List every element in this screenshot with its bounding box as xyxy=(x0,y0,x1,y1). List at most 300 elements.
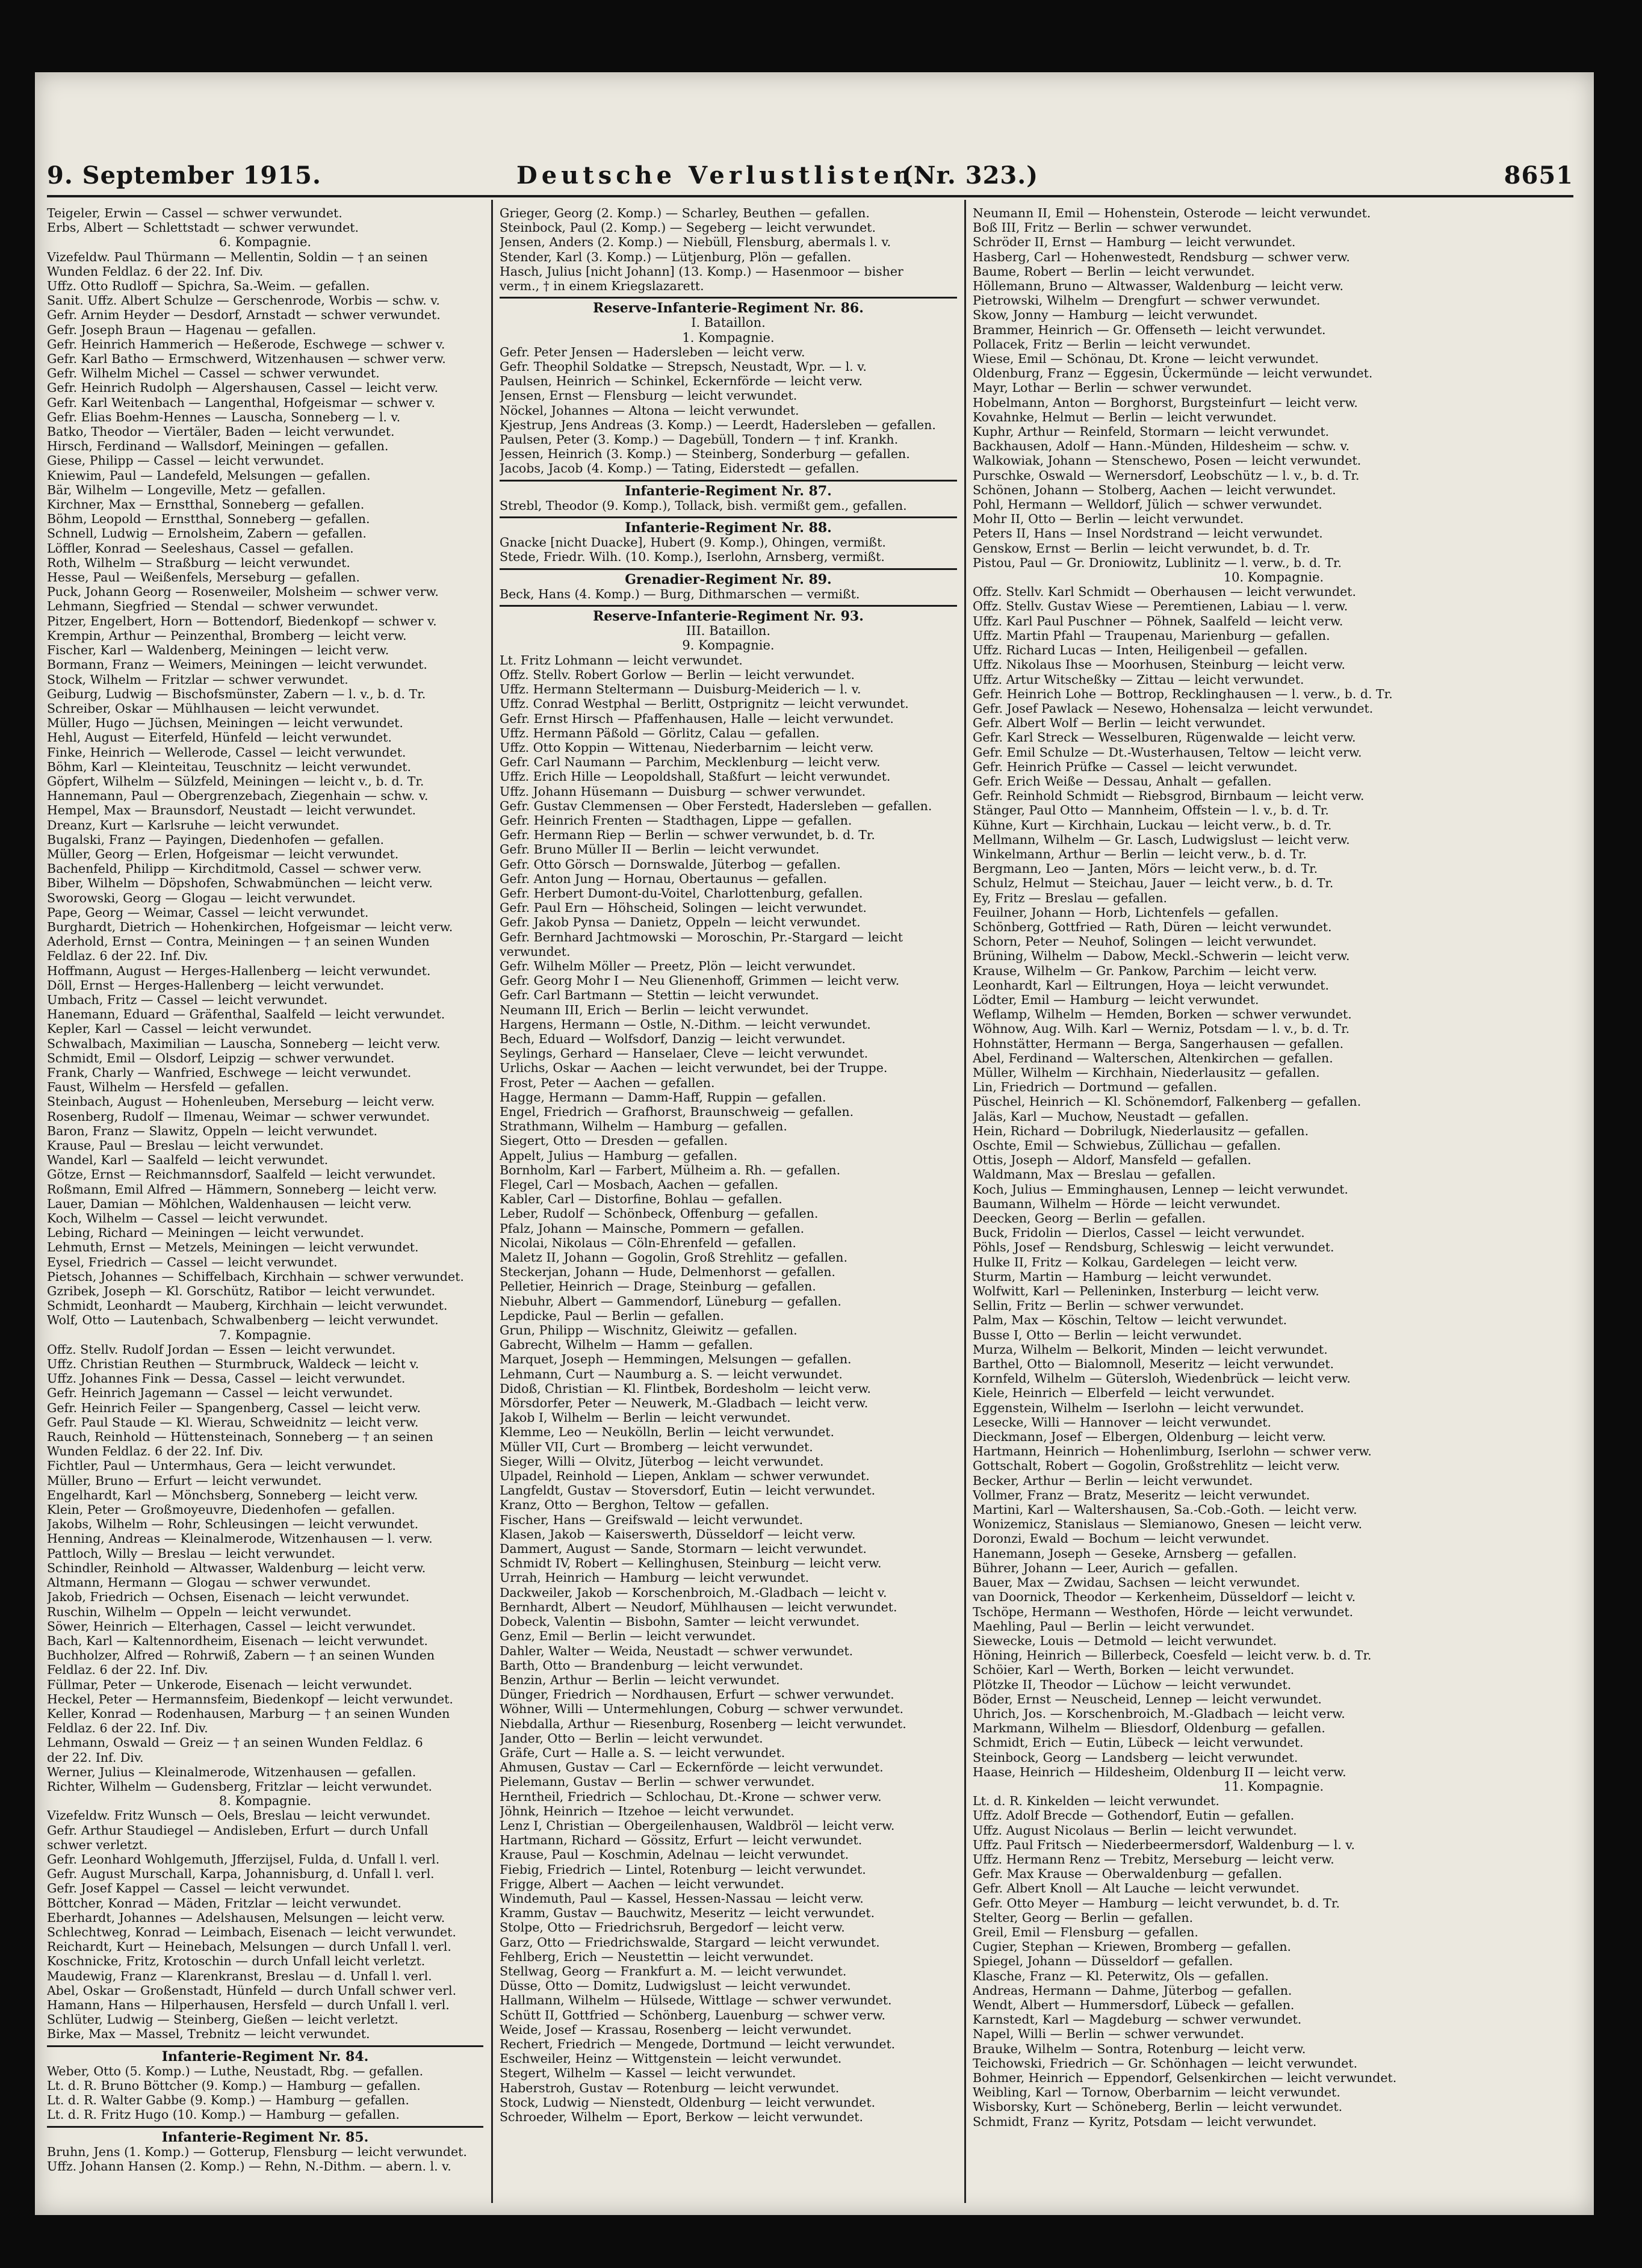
casualty-entry: Vizefeldw. Fritz Wunsch — Oels, Breslau — leicht verwundet. xyxy=(47,1808,431,1823)
casualty-entry: Böttcher, Konrad — Mäden, Fritzlar — leicht verwundet. xyxy=(47,1895,401,1910)
casualty-entry: Wöhner, Willi — Untermehlungen, Coburg — schwer verwundet. xyxy=(500,1702,903,1717)
casualty-entry: Ulpadel, Reinhold — Liepen, Anklam — schwer verwundet. xyxy=(500,1469,870,1484)
casualty-entry: Feldlaz. 6 der 22. Inf. Div. xyxy=(47,949,208,964)
casualty-entry: Leber, Rudolf — Schönbeck, Offenburg — gefallen. xyxy=(500,1206,819,1221)
casualty-entry: Dahler, Walter — Weida, Neustadt — schwer verwundet. xyxy=(500,1643,854,1658)
casualty-entry: Hargens, Hermann — Ostle, N.-Dithm. — leicht verwundet. xyxy=(500,1017,871,1032)
casualty-entry: Hasberg, Carl — Hohenwestedt, Rendsburg — schwer verw. xyxy=(973,249,1350,264)
casualty-entry: Gefr. Bernhard Jachtmowski — Moroschin, Pr.-Stargard — leicht xyxy=(500,929,903,944)
casualty-entry: Langfeldt, Gustav — Stoversdorf, Eutin — leicht verwundet. xyxy=(500,1483,876,1498)
casualty-entry: Lödter, Emil — Hamburg — leicht verwundet. xyxy=(973,992,1259,1007)
casualty-entry: Stock, Wilhelm — Fritzlar — schwer verwundet. xyxy=(47,672,349,687)
casualty-entry: Wonizemicz, Stanislaus — Slemianowo, Gnesen — leicht verw. xyxy=(973,1517,1363,1532)
casualty-entry: Gnacke [nicht Duacke], Hubert (9. Komp.), Ohingen, vermißt. xyxy=(500,535,886,550)
casualty-entry: Uffz. Richard Lucas — Inten, Heiligenbeil — gefallen. xyxy=(973,643,1308,658)
casualty-entry: Uffz. Erich Hille — Leopoldshall, Staßfurt — leicht verwundet. xyxy=(500,769,891,784)
casualty-entry: Keller, Konrad — Rodenhausen, Marburg — † an seinen Wunden xyxy=(47,1706,450,1721)
casualty-entry: Biber, Wilhelm — Döpshofen, Schwabmünchen — leicht verw. xyxy=(47,876,433,891)
casualty-entry: Werner, Julius — Kleinalmerode, Witzenhausen — gefallen. xyxy=(47,1764,417,1779)
casualty-entry: Bührer, Johann — Leer, Aurich — gefallen. xyxy=(973,1560,1238,1575)
casualty-entry: Jaläs, Karl — Muchow, Neustadt — gefallen. xyxy=(973,1109,1249,1124)
casualty-entry: Dobeck, Valentin — Bisbohn, Samter — leicht verwundet. xyxy=(500,1614,860,1629)
casualty-entry: Haase, Heinrich — Hildesheim, Oldenburg II — leicht verw. xyxy=(973,1764,1346,1779)
casualty-entry: Sturm, Martin — Hamburg — leicht verwundet. xyxy=(973,1269,1272,1284)
casualty-entry: Eggenstein, Wilhelm — Iserlohn — leicht verwundet. xyxy=(973,1400,1304,1415)
casualty-entry: Götze, Ernst — Reichmannsdorf, Saalfeld — leicht verwundet. xyxy=(47,1167,436,1182)
casualty-entry: Baron, Franz — Slawitz, Oppeln — leicht verwundet. xyxy=(47,1123,378,1138)
casualty-entry: Bergmann, Leo — Janten, Mörs — leicht verw., b. d. Tr. xyxy=(973,861,1318,876)
casualty-entry: Gefr. Josef Pawlack — Nesewo, Hohensalza — leicht verwundet. xyxy=(973,701,1374,716)
casualty-entry: Didoß, Christian — Kl. Flintbek, Bordesholm — leicht verw. xyxy=(500,1381,871,1396)
casualty-entry: Fischer, Karl — Waldenberg, Meiningen — leicht verw. xyxy=(47,643,389,658)
section-heading: Infanterie-Regiment Nr. 87. xyxy=(500,480,957,498)
casualty-entry: Steinbock, Georg — Landsberg — leicht verwundet. xyxy=(973,1750,1298,1765)
casualty-entry: Grieger, Georg (2. Komp.) — Scharley, Beuthen — gefallen. xyxy=(500,206,870,220)
casualty-entry: Bornholm, Karl — Farbert, Mülheim a. Rh. — gefallen. xyxy=(500,1162,841,1177)
casualty-entry: Lehmann, Curt — Naumburg a. S. — leicht verwundet. xyxy=(500,1366,843,1381)
casualty-entry: Eschweiler, Heinz — Wittgenstein — leicht verwundet. xyxy=(500,2051,842,2066)
casualty-entry: Maehling, Paul — Berlin — leicht verwundet. xyxy=(973,1619,1255,1634)
casualty-entry: Müller VII, Curt — Bromberg — leicht verwundet. xyxy=(500,1439,813,1454)
casualty-entry: Urlichs, Oskar — Aachen — leicht verwundet, bei der Truppe. xyxy=(500,1061,888,1076)
casualty-entry: Weide, Josef — Krassau, Rosenberg — leicht verwundet. xyxy=(500,2022,852,2037)
casualty-entry: Pohl, Hermann — Welldorf, Jülich — schwer verwundet. xyxy=(973,497,1322,512)
casualty-entry: Koch, Wilhelm — Cassel — leicht verwundet. xyxy=(47,1211,328,1226)
casualty-entry: Kjestrup, Jens Andreas (3. Komp.) — Leerdt, Hadersleben — gefallen. xyxy=(500,417,936,432)
casualty-entry: Stede, Friedr. Wilh. (10. Komp.), Iserlohn, Arnsberg, vermißt. xyxy=(500,550,885,565)
casualty-entry: Pöhls, Josef — Rendsburg, Schleswig — leicht verwundet. xyxy=(973,1240,1334,1255)
casualty-entry: Kiele, Heinrich — Elberfeld — leicht verwundet. xyxy=(973,1386,1275,1401)
casualty-entry: Müller, Georg — Erlen, Hofgeismar — leicht verwundet. xyxy=(47,846,399,861)
casualty-entry: Burghardt, Dietrich — Hohenkirchen, Hofgeismar — leicht verw. xyxy=(47,919,453,934)
casualty-entry: Jensen, Anders (2. Komp.) — Niebüll, Flensburg, abermals l. v. xyxy=(500,235,891,250)
casualty-entry: Stänger, Paul Otto — Mannheim, Offstein — l. v., b. d. Tr. xyxy=(973,803,1329,818)
casualty-entry: Höning, Heinrich — Billerbeck, Coesfeld — leicht verw. b. d. Tr. xyxy=(973,1648,1372,1663)
casualty-entry: verm., † in einem Kriegslazarett. xyxy=(500,279,704,294)
casualty-entry: Gefr. Heinrich Jagemann — Cassel — leicht verwundet. xyxy=(47,1386,393,1401)
casualty-entry: Greil, Emil — Flensburg — gefallen. xyxy=(973,1924,1198,1939)
casualty-entry: Neumann II, Emil — Hohenstein, Osterode — leicht verwundet. xyxy=(973,206,1371,220)
casualty-entry: Windemuth, Paul — Kassel, Hessen-Nassau — leicht verw. xyxy=(500,1891,864,1906)
casualty-entry: Gefr. Leonhard Wohlgemuth, Jfferzijsel, Fulda, d. Unfall l. verl. xyxy=(47,1851,440,1867)
casualty-entry: Bech, Eduard — Wolfsdorf, Danzig — leicht verwundet. xyxy=(500,1031,846,1046)
casualty-entry: Hobelmann, Anton — Borghorst, Burgsteinfurt — leicht verw. xyxy=(973,395,1358,410)
casualty-entry: Niebuhr, Albert — Gammendorf, Lüneburg — gefallen. xyxy=(500,1294,841,1309)
casualty-entry: Napel, Willi — Berlin — schwer verwundet. xyxy=(973,2027,1244,2042)
casualty-entry: Gefr. Karl Streck — Wesselburen, Rügenwalde — leicht verw. xyxy=(973,730,1356,745)
casualty-entry: Mohr II, Otto — Berlin — leicht verwundet. xyxy=(973,512,1244,527)
casualty-entry: Lauer, Damian — Möhlchen, Waldenhausen — leicht verw. xyxy=(47,1196,412,1211)
casualty-entry: Baumann, Wilhelm — Hörde — leicht verwundet. xyxy=(973,1196,1281,1211)
casualty-entry: Lt. d. R. Bruno Böttcher (9. Komp.) — Hamburg — gefallen. xyxy=(47,2078,421,2093)
casualty-entry: Dieckmann, Josef — Elbergen, Oldenburg — leicht verw. xyxy=(973,1430,1326,1445)
casualty-entry: Schöier, Karl — Werth, Borken — leicht verwundet. xyxy=(973,1662,1295,1678)
casualty-entry: Gefr. Heinrich Rudolph — Algershausen, Cassel — leicht verw. xyxy=(47,380,438,395)
subsection-heading: 9. Kompagnie. xyxy=(682,638,775,653)
casualty-entry: Müller, Hugo — Jüchsen, Meiningen — leicht verwundet. xyxy=(47,716,403,731)
casualty-entry: Purschke, Oswald — Wernersdorf, Leobschütz — l. v., b. d. Tr. xyxy=(973,468,1360,483)
casualty-entry: Krause, Paul — Koschmin, Adelnau — leicht verwundet. xyxy=(500,1847,849,1862)
casualty-entry: Stender, Karl (3. Komp.) — Lütjenburg, Plön — gefallen. xyxy=(500,249,852,264)
casualty-entry: Gefr. Ernst Hirsch — Pfaffenhausen, Halle — leicht verwundet. xyxy=(500,711,894,726)
casualty-entry: Abel, Ferdinand — Walterschen, Altenkirchen — gefallen. xyxy=(973,1050,1333,1065)
casualty-entry: Cugier, Stephan — Kriewen, Bromberg — gefallen. xyxy=(973,1939,1292,1954)
casualty-entry: Schmidt, Emil — Olsdorf, Leipzig — schwer verwundet. xyxy=(47,1050,395,1065)
casualty-entry: Buck, Fridolin — Dierlos, Cassel — leicht verwundet. xyxy=(973,1225,1305,1241)
column-divider xyxy=(964,200,966,2203)
casualty-entry: Hirsch, Ferdinand — Wallsdorf, Meiningen — gefallen. xyxy=(47,439,389,454)
casualty-entry: Böhm, Leopold — Ernstthal, Sonneberg — gefallen. xyxy=(47,512,370,527)
casualty-entry: Oschte, Emil — Schwiebus, Züllichau — gefallen. xyxy=(973,1138,1281,1153)
casualty-entry: Stellwag, Georg — Frankfurt a. M. — leicht verwundet. xyxy=(500,1963,847,1978)
casualty-entry: Markmann, Wilhelm — Bliesdorf, Oldenburg — gefallen. xyxy=(973,1721,1325,1736)
casualty-entry: Appelt, Julius — Hamburg — gefallen. xyxy=(500,1148,738,1163)
section-heading: Reserve-Infanterie-Regiment Nr. 86. xyxy=(500,297,957,315)
casualty-entry: Pape, Georg — Weimar, Cassel — leicht verwundet. xyxy=(47,905,369,920)
casualty-entry: Pietsch, Johannes — Schiffelbach, Kirchhain — schwer verwundet. xyxy=(47,1269,464,1284)
casualty-entry: Hanemann, Joseph — Geseke, Arnsberg — gefallen. xyxy=(973,1546,1297,1561)
casualty-entry: Gefr. Reinhold Schmidt — Riebsgrod, Birnbaum — leicht verw. xyxy=(973,789,1365,804)
casualty-entry: Krause, Paul — Breslau — leicht verwundet. xyxy=(47,1138,324,1153)
casualty-entry: Ahmusen, Gustav — Carl — Eckernförde — leicht verwundet. xyxy=(500,1760,884,1775)
casualty-entry: Faust, Wilhelm — Hersfeld — gefallen. xyxy=(47,1080,290,1095)
casualty-entry: Fehlberg, Erich — Neustettin — leicht verwundet. xyxy=(500,1949,814,1964)
header-date: 9. September 1915. xyxy=(47,161,321,190)
casualty-entry: Bauer, Max — Zwidau, Sachsen — leicht verwundet. xyxy=(973,1575,1300,1590)
casualty-entry: Birke, Max — Massel, Trebnitz — leicht verwundet. xyxy=(47,2027,370,2042)
casualty-entry: Söwer, Heinrich — Elterhagen, Cassel — leicht verwundet. xyxy=(47,1619,416,1634)
casualty-entry: Klein, Peter — Großmoyeuvre, Diedenhofen — gefallen. xyxy=(47,1502,395,1517)
casualty-entry: Altmann, Hermann — Glogau — schwer verwundet. xyxy=(47,1575,371,1590)
casualty-entry: Döll, Ernst — Herges-Hallenberg — leicht verwundet. xyxy=(47,978,385,993)
casualty-entry: Peters II, Hans — Insel Nordstrand — leicht verwundet. xyxy=(973,526,1323,541)
casualty-entry: Uffz. Karl Paul Puschner — Pöhnek, Saalfeld — leicht verw. xyxy=(973,613,1343,628)
casualty-entry: Uffz. Hermann Päßold — Görlitz, Calau — gefallen. xyxy=(500,725,820,740)
casualty-entry: Schönberg, Gottfried — Rath, Düren — leicht verwundet. xyxy=(973,919,1332,934)
casualty-entry: Schmidt, Leonhardt — Mauberg, Kirchhain — leicht verwundet. xyxy=(47,1298,448,1313)
casualty-entry: Gefr. Heinrich Lohe — Bottrop, Recklinghausen — l. verw., b. d. Tr. xyxy=(973,686,1393,701)
section-heading: Grenadier-Regiment Nr. 89. xyxy=(500,568,957,587)
casualty-entry: Müller, Bruno — Erfurt — leicht verwundet. xyxy=(47,1473,322,1488)
casualty-entry: Gefr. Otto Görsch — Dornswalde, Jüterbog — gefallen. xyxy=(500,857,841,872)
casualty-entry: Uffz. Johann Hüsemann — Duisburg — schwer verwundet. xyxy=(500,784,866,799)
casualty-entry: Grun, Philipp — Wischnitz, Gleiwitz — gefallen. xyxy=(500,1323,798,1338)
casualty-entry: Kniewim, Paul — Landefeld, Melsungen — gefallen. xyxy=(47,468,371,483)
casualty-entry: Weflamp, Wilhelm — Hemden, Borken — schwer verwundet. xyxy=(973,1007,1352,1022)
casualty-entry: Schröder II, Ernst — Hamburg — leicht verwundet. xyxy=(973,235,1296,250)
casualty-entry: Maudewig, Franz — Klarenkranst, Breslau — d. Unfall l. verl. xyxy=(47,1968,432,1983)
casualty-entry: Gefr. Heinrich Frenten — Stadthagen, Lippe — gefallen. xyxy=(500,813,852,828)
casualty-entry: Beck, Hans (4. Komp.) — Burg, Dithmarschen — vermißt. xyxy=(500,586,860,601)
casualty-entry: van Doornick, Theodor — Kerkenheim, Düsseldorf — leicht v. xyxy=(973,1590,1356,1605)
casualty-entry: Bachenfeld, Philipp — Kirchditmold, Cassel — schwer verw. xyxy=(47,861,422,876)
casualty-entry: Plötzke II, Theodor — Lüchow — leicht verwundet. xyxy=(973,1677,1292,1692)
casualty-entry: Uffz. August Nicolaus — Berlin — leicht verwundet. xyxy=(973,1823,1297,1838)
casualty-entry: Murza, Wilhelm — Belkorit, Minden — leicht verwundet. xyxy=(973,1342,1328,1357)
casualty-entry: Lt. d. R. Fritz Hugo (10. Komp.) — Hamburg — gefallen. xyxy=(47,2107,400,2122)
casualty-entry: Schroeder, Wilhelm — Eport, Berkow — leicht verwundet. xyxy=(500,2110,864,2124)
casualty-entry: Gräfe, Curt — Halle a. S. — leicht verwundet. xyxy=(500,1745,785,1760)
casualty-entry: Kabler, Carl — Distorfine, Bohlau — gefallen. xyxy=(500,1192,782,1207)
casualty-entry: Hagge, Hermann — Damm-Haff, Ruppin — gefallen. xyxy=(500,1089,826,1105)
casualty-entry: Uffz. Conrad Westphal — Berlitt, Ostprignitz — leicht verwundet. xyxy=(500,696,909,711)
casualty-entry: Dünger, Friedrich — Nordhausen, Erfurt — schwer verwundet. xyxy=(500,1687,894,1702)
casualty-entry: Hulke II, Fritz — Kolkau, Gardelegen — leicht verw. xyxy=(973,1254,1298,1269)
casualty-entry: Barth, Otto — Brandenburg — leicht verwundet. xyxy=(500,1658,804,1673)
casualty-entry: Oldenburg, Franz — Eggesin, Ückermünde — leicht verwundet. xyxy=(973,366,1373,381)
casualty-entry: Uhrich, Jos. — Korschenbroich, M.-Gladbach — leicht verw. xyxy=(973,1706,1345,1721)
casualty-entry: Uffz. Hermann Steltermann — Duisburg-Meiderich — l. v. xyxy=(500,682,861,697)
casualty-entry: Jander, Otto — Berlin — leicht verwundet. xyxy=(500,1730,763,1746)
casualty-entry: Gefr. Karl Batho — Ermschwerd, Witzenhausen — schwer verw. xyxy=(47,352,446,367)
casualty-entry: Genskow, Ernst — Berlin — leicht verwundet, b. d. Tr. xyxy=(973,541,1310,556)
casualty-entry: Kornfeld, Wilhelm — Gütersloh, Wiedenbrück — leicht verw. xyxy=(973,1371,1351,1386)
casualty-entry: Gefr. Albert Wolf — Berlin — leicht verwundet. xyxy=(973,716,1266,731)
casualty-entry: Schnell, Ludwig — Ernolsheim, Zabern — gefallen. xyxy=(47,526,367,541)
subsection-heading: III. Bataillon. xyxy=(686,624,771,639)
casualty-entry: Abel, Oskar — Großenstadt, Hünfeld — durch Unfall schwer verl. xyxy=(47,1983,457,1998)
casualty-entry: Schindler, Reinhold — Altwasser, Waldenburg — leicht verw. xyxy=(47,1560,426,1575)
casualty-entry: Lepdicke, Paul — Berlin — gefallen. xyxy=(500,1308,724,1323)
casualty-entry: Gefr. Anton Jung — Hornau, Obertaunus — gefallen. xyxy=(500,871,827,886)
casualty-entry: Brauke, Wilhelm — Sontra, Rotenburg — leicht verw. xyxy=(973,2041,1306,2056)
casualty-entry: Palm, Max — Köschin, Teltow — leicht verwundet. xyxy=(973,1313,1287,1328)
casualty-entry: Uffz. Nikolaus Ihse — Moorhusen, Steinburg — leicht verw. xyxy=(973,657,1345,672)
casualty-entry: Paulsen, Heinrich — Schinkel, Eckernförde — leicht verw. xyxy=(500,374,863,389)
casualty-entry: Pollacek, Fritz — Berlin — leicht verwundet. xyxy=(973,336,1251,352)
subsection-heading: 11. Kompagnie. xyxy=(1223,1779,1324,1794)
casualty-entry: Weber, Otto (5. Komp.) — Luthe, Neustadt, Rbg. — gefallen. xyxy=(47,2063,424,2078)
casualty-entry: Offz. Stellv. Karl Schmidt — Oberhausen — leicht verwundet. xyxy=(973,584,1356,600)
casualty-entry: Gefr. Paul Staude — Kl. Wierau, Schweidnitz — leicht verw. xyxy=(47,1414,419,1430)
casualty-entry: Haberstroh, Gustav — Rotenburg — leicht verwundet. xyxy=(500,2080,840,2095)
casualty-entry: Pitzer, Engelbert, Horn — Bottendorf, Biedenkopf — schwer v. xyxy=(47,613,437,628)
casualty-entry: Wöhnow, Aug. Wilh. Karl — Werniz, Potsdam — l. v., b. d. Tr. xyxy=(973,1021,1350,1036)
casualty-entry: Andreas, Hermann — Dahme, Jüterbog — gefallen. xyxy=(973,1983,1292,1998)
casualty-entry: Engel, Friedrich — Grafhorst, Braunschweig — gefallen. xyxy=(500,1104,854,1119)
casualty-entry: Böhm, Karl — Kleinteitau, Teuschnitz — leicht verwundet. xyxy=(47,759,412,774)
casualty-entry: Gefr. Emil Schulze — Dt.-Wusterhausen, Teltow — leicht verw. xyxy=(973,745,1362,760)
casualty-entry: Henning, Andreas — Kleinalmerode, Witzenhausen — l. verw. xyxy=(47,1531,433,1546)
casualty-entry: Frost, Peter — Aachen — gefallen. xyxy=(500,1075,715,1090)
casualty-entry: Löffler, Konrad — Seeleshaus, Cassel — gefallen. xyxy=(47,541,354,556)
casualty-entry: Lin, Friedrich — Dortmund — gefallen. xyxy=(973,1080,1218,1095)
casualty-entry: Eysel, Friedrich — Cassel — leicht verwundet. xyxy=(47,1254,338,1269)
casualty-entry: Gottschalt, Robert — Gogolin, Großstrehlitz — leicht verw. xyxy=(973,1458,1340,1473)
casualty-entry: Pietrowski, Wilhelm — Drengfurt — schwer verwundet. xyxy=(973,293,1321,308)
casualty-entry: Urrah, Heinrich — Hamburg — leicht verwundet. xyxy=(500,1570,810,1585)
casualty-entry: Buchholzer, Alfred — Rohrwiß, Zabern — † an seinen Wunden xyxy=(47,1648,435,1663)
casualty-entry: Bruhn, Jens (1. Komp.) — Gotterup, Flensburg — leicht verwundet. xyxy=(47,2144,467,2159)
casualty-entry: Kühne, Kurt — Kirchhain, Luckau — leicht verw., b. d. Tr. xyxy=(973,817,1332,832)
casualty-entry: Krempin, Arthur — Peinzenthal, Bromberg — leicht verw. xyxy=(47,628,407,643)
text-column-middle xyxy=(500,206,957,2203)
casualty-entry: Kovahnke, Helmut — Berlin — leicht verwundet. xyxy=(973,409,1277,424)
casualty-entry: Dackweiler, Jakob — Korschenbroich, M.-Gladbach — leicht v. xyxy=(500,1585,887,1600)
casualty-entry: Ottis, Joseph — Aldorf, Mansfeld — gefallen. xyxy=(973,1153,1251,1168)
casualty-entry: Heckel, Peter — Hermannsfeim, Biedenkopf — leicht verwundet. xyxy=(47,1691,453,1706)
casualty-entry: Pielemann, Gustav — Berlin — schwer verwundet. xyxy=(500,1774,815,1789)
casualty-entry: Stock, Ludwig — Nienstedt, Oldenburg — leicht verwundet. xyxy=(500,2095,876,2110)
casualty-entry: Finke, Heinrich — Wellerode, Cassel — leicht verwundet. xyxy=(47,745,406,760)
casualty-entry: Giese, Philipp — Cassel — leicht verwundet. xyxy=(47,453,324,468)
casualty-entry: Gefr. Joseph Braun — Hagenau — gefallen. xyxy=(47,322,317,337)
casualty-entry: Böder, Ernst — Neuscheid, Lennep — leicht verwundet. xyxy=(973,1691,1322,1706)
casualty-entry: schwer verletzt. xyxy=(47,1837,148,1852)
casualty-entry: Brüning, Wilhelm — Dabow, Meckl.-Schwerin — leicht verw. xyxy=(973,949,1350,964)
casualty-entry: Gefr. Herbert Dumont-du-Voitel, Charlottenburg, gefallen. xyxy=(500,885,863,900)
casualty-entry: Lehmann, Siegfried — Stendal — schwer verwundet. xyxy=(47,599,379,614)
casualty-entry: Kramm, Gustav — Bauchwitz, Meseritz — leicht verwundet. xyxy=(500,1906,875,1921)
subsection-heading: 6. Kompagnie. xyxy=(218,235,312,250)
casualty-entry: Schlechtweg, Konrad — Leimbach, Eisenach — leicht verwundet. xyxy=(47,1924,456,1939)
casualty-entry: Müller, Wilhelm — Kirchhain, Niederlausitz — gefallen. xyxy=(973,1065,1320,1080)
casualty-entry: Offz. Stellv. Gustav Wiese — Peremtienen, Labiau — l. verw. xyxy=(973,599,1348,614)
casualty-entry: Gefr. Carl Naumann — Parchim, Mecklenburg — leicht verw. xyxy=(500,755,881,770)
casualty-entry: Gefr. Hermann Riep — Berlin — schwer verwundet, b. d. Tr. xyxy=(500,828,875,843)
casualty-entry: Klemme, Leo — Neukölln, Berlin — leicht verwundet. xyxy=(500,1425,835,1440)
casualty-entry: Wolf, Otto — Lautenbach, Schwalbenberg — leicht verwundet. xyxy=(47,1313,439,1328)
casualty-entry: Höllemann, Bruno — Altwasser, Waldenburg — leicht verw. xyxy=(973,279,1343,294)
casualty-entry: Lt. d. R. Kinkelden — leicht verwundet. xyxy=(973,1794,1219,1809)
casualty-entry: Dammert, August — Sande, Stormarn — leicht verwundet. xyxy=(500,1541,867,1557)
casualty-entry: Pelletier, Heinrich — Drage, Steinburg — gefallen. xyxy=(500,1279,816,1294)
section-heading: Infanterie-Regiment Nr. 84. xyxy=(47,2045,483,2064)
casualty-entry: Pattloch, Willy — Breslau — leicht verwundet. xyxy=(47,1546,335,1561)
casualty-entry: Brammer, Heinrich — Gr. Offenseth — leicht verwundet. xyxy=(973,322,1326,337)
casualty-entry: Bär, Wilhelm — Longeville, Metz — gefallen. xyxy=(47,482,326,497)
casualty-entry: Reichardt, Kurt — Heinebach, Melsungen — durch Unfall l. verl. xyxy=(47,1939,451,1954)
casualty-entry: Gefr. Elias Boehm-Hennes — Lauscha, Sonneberg — l. v. xyxy=(47,409,401,424)
casualty-entry: Gefr. Jakob Pynsa — Danietz, Oppeln — leicht verwundet. xyxy=(500,915,861,930)
casualty-entry: Erbs, Albert — Schlettstadt — schwer verwundet. xyxy=(47,220,359,235)
casualty-entry: Koschnicke, Fritz, Krotoschin — durch Unfall leicht verletzt. xyxy=(47,1954,426,1969)
subsection-heading: 7. Kompagnie. xyxy=(218,1327,312,1342)
casualty-entry: Puck, Johann Georg — Rosenweiler, Molsheim — schwer verw. xyxy=(47,584,439,600)
casualty-entry: Lt. Fritz Lohmann — leicht verwundet. xyxy=(500,652,743,668)
casualty-entry: Lt. d. R. Walter Gabbe (9. Komp.) — Hamburg — gefallen. xyxy=(47,2093,409,2108)
casualty-entry: Mayr, Lothar — Berlin — schwer verwundet. xyxy=(973,380,1252,395)
casualty-entry: Walkowiak, Johann — Stenschewo, Posen — leicht verwundet. xyxy=(973,453,1362,468)
casualty-entry: Steckerjan, Johann — Hude, Delmenhorst — gefallen. xyxy=(500,1265,835,1280)
casualty-entry: Wiese, Emil — Schönau, Dt. Krone — leicht verwundet. xyxy=(973,352,1319,367)
casualty-entry: Jöhnk, Heinrich — Itzehoe — leicht verwundet. xyxy=(500,1803,795,1818)
casualty-entry: Gefr. Peter Jensen — Hadersleben — leicht verw. xyxy=(500,344,805,359)
section-heading: Reserve-Infanterie-Regiment Nr. 93. xyxy=(500,605,957,624)
casualty-entry: Hartmann, Richard — Gössitz, Erfurt — leicht verwundet. xyxy=(500,1833,863,1848)
casualty-entry: Offz. Stellv. Robert Gorlow — Berlin — leicht verwundet. xyxy=(500,667,855,682)
casualty-entry: Eberhardt, Johannes — Adelshausen, Melsungen — leicht verw. xyxy=(47,1910,445,1925)
casualty-entry: Steinbock, Paul (2. Komp.) — Segeberg — leicht verwundet. xyxy=(500,220,876,235)
casualty-entry: der 22. Inf. Div. xyxy=(47,1750,144,1765)
casualty-entry: Marquet, Joseph — Hemmingen, Melsungen — gefallen. xyxy=(500,1352,852,1367)
casualty-entry: Bach, Karl — Kaltennordheim, Eisenach — leicht verwundet. xyxy=(47,1633,428,1648)
casualty-entry: Niebdalla, Arthur — Riesenburg, Rosenberg — leicht verwundet. xyxy=(500,1716,906,1731)
casualty-entry: Jakob, Friedrich — Ochsen, Eisenach — leicht verwundet. xyxy=(47,1590,410,1605)
casualty-entry: Boß III, Fritz — Berlin — schwer verwundet. xyxy=(973,220,1252,235)
casualty-entry: Steinbach, August — Hohenleuben, Merseburg — leicht verw. xyxy=(47,1094,435,1109)
section-heading: Infanterie-Regiment Nr. 85. xyxy=(47,2126,483,2145)
text-column-right xyxy=(973,206,1575,2203)
casualty-entry: Sellin, Fritz — Berlin — schwer verwundet. xyxy=(973,1298,1244,1313)
casualty-entry: Weibling, Karl — Tornow, Oberbarnim — leicht verwundet. xyxy=(973,2085,1340,2100)
casualty-entry: Hannemann, Paul — Obergrenzebach, Ziegenhain — schw. v. xyxy=(47,789,429,804)
casualty-entry: Gefr. Georg Mohr I — Neu Glienenhoff, Grimmen — leicht verw. xyxy=(500,973,900,988)
casualty-entry: Schmidt IV, Robert — Kellinghusen, Steinburg — leicht verw. xyxy=(500,1556,882,1571)
casualty-entry: Fiebig, Friedrich — Lintel, Rotenburg — leicht verwundet. xyxy=(500,1862,866,1877)
casualty-entry: Gefr. Wilhelm Michel — Cassel — schwer verwundet. xyxy=(47,366,380,381)
casualty-entry: Uffz. Martin Pfahl — Traupenau, Marienburg — gefallen. xyxy=(973,628,1330,643)
casualty-entry: Richter, Wilhelm — Gudensberg, Fritzlar — leicht verwundet. xyxy=(47,1779,432,1794)
casualty-entry: Gefr. Heinrich Hammerich — Heßerode, Eschwege — schwer v. xyxy=(47,336,445,352)
casualty-entry: Lenz I, Christian — Obergeilenhausen, Waldbröl — leicht verw. xyxy=(500,1818,895,1833)
casualty-entry: Rauch, Reinhold — Hüttensteinach, Sonneberg — † an seinen xyxy=(47,1430,433,1445)
casualty-entry: Feuilner, Johann — Horb, Lichtenfels — gefallen. xyxy=(973,905,1279,920)
casualty-entry: Klasche, Franz — Kl. Peterwitz, Ols — gefallen. xyxy=(973,1968,1269,1983)
casualty-entry: Nicolai, Nikolaus — Cöln-Ehrenfeld — gefallen. xyxy=(500,1235,796,1250)
casualty-entry: Rosenberg, Rudolf — Ilmenau, Weimar — schwer verwundet. xyxy=(47,1109,430,1124)
casualty-entry: Stegert, Wilhelm — Kassel — leicht verwundet. xyxy=(500,2066,796,2081)
casualty-entry: Pfalz, Johann — Mainsche, Pommern — gefallen. xyxy=(500,1221,805,1236)
casualty-entry: Sieger, Willi — Olvitz, Jüterbog — leicht verwundet. xyxy=(500,1454,824,1469)
casualty-entry: Koch, Julius — Emminghausen, Lennep — leicht verwundet. xyxy=(973,1182,1348,1197)
casualty-entry: Strebl, Theodor (9. Komp.), Tollack, bish. vermißt gem., gefallen. xyxy=(500,498,907,513)
casualty-entry: Kuphr, Arthur — Reinfeld, Stormarn — leicht verwundet. xyxy=(973,424,1330,439)
casualty-entry: Tschöpe, Hermann — Westhofen, Hörde — leicht verwundet. xyxy=(973,1604,1354,1619)
casualty-entry: Wolfwitt, Karl — Pelleninken, Insterburg — leicht verw. xyxy=(973,1284,1319,1299)
casualty-entry: Mörsdorfer, Peter — Neuwerk, M.-Gladbach — leicht verw. xyxy=(500,1396,869,1411)
casualty-entry: Schmidt, Erich — Eutin, Lübeck — leicht verwundet. xyxy=(973,1735,1304,1750)
casualty-entry: Schönen, Johann — Stolberg, Aachen — leicht verwundet. xyxy=(973,482,1336,497)
casualty-entry: Füllmar, Peter — Unkerode, Eisenach — leicht verwundet. xyxy=(47,1677,412,1692)
casualty-entry: Hehl, August — Eiterfeld, Hünfeld — leicht verwundet. xyxy=(47,730,392,745)
casualty-entry: Krause, Wilhelm — Gr. Pankow, Parchim — leicht verw. xyxy=(973,963,1318,978)
casualty-entry: Hempel, Max — Braunsdorf, Neustadt — leicht verwundet. xyxy=(47,803,417,818)
casualty-entry: Kranz, Otto — Berghon, Teltow — gefallen. xyxy=(500,1498,769,1513)
subsection-heading: 10. Kompagnie. xyxy=(1223,570,1324,585)
casualty-entry: Bormann, Franz — Weimers, Meiningen — leicht verwundet. xyxy=(47,657,427,672)
casualty-entry: Winkelmann, Arthur — Berlin — leicht verw., b. d. Tr. xyxy=(973,846,1307,861)
casualty-entry: Gefr. Otto Meyer — Hamburg — leicht verwundet, b. d. Tr. xyxy=(973,1895,1340,1910)
document-page xyxy=(35,72,1594,2215)
casualty-entry: Gefr. Karl Weitenbach — Langenthal, Hofgeismar — schwer v. xyxy=(47,395,436,410)
casualty-entry: Kirchner, Max — Ernstthal, Sonneberg — gefallen. xyxy=(47,497,365,512)
casualty-entry: Becker, Arthur — Berlin — leicht verwundet. xyxy=(973,1473,1253,1488)
casualty-entry: Gefr. Bruno Müller II — Berlin — leicht verwundet. xyxy=(500,842,820,857)
casualty-entry: Spiegel, Johann — Düsseldorf — gefallen. xyxy=(973,1954,1233,1969)
casualty-entry: Waldmann, Max — Breslau — gefallen. xyxy=(973,1167,1216,1182)
casualty-entry: Frank, Charly — Wanfried, Eschwege — leicht verwundet. xyxy=(47,1065,412,1080)
casualty-entry: Flegel, Carl — Mosbach, Aachen — gefallen. xyxy=(500,1177,779,1192)
casualty-entry: Doronzi, Ewald — Bochum — leicht verwundet. xyxy=(973,1531,1269,1546)
casualty-entry: Lesecke, Willi — Hannover — leicht verwundet. xyxy=(973,1414,1271,1430)
casualty-entry: Leonhardt, Karl — Eiltrungen, Hoya — leicht verwundet. xyxy=(973,978,1330,993)
casualty-entry: Umbach, Fritz — Cassel — leicht verwundet. xyxy=(47,992,328,1007)
casualty-entry: Hoffmann, August — Herges-Hallenberg — leicht verwundet. xyxy=(47,963,431,978)
casualty-entry: Uffz. Johann Hansen (2. Komp.) — Rehn, N.-Dithm. — abern. l. v. xyxy=(47,2159,451,2174)
subsection-heading: 1. Kompagnie. xyxy=(682,330,775,345)
casualty-entry: Uffz. Adolf Brecde — Gothendorf, Eutin — gefallen. xyxy=(973,1808,1295,1823)
casualty-entry: Stelter, Georg — Berlin — gefallen. xyxy=(973,1910,1194,1925)
casualty-entry: Sworowski, Georg — Glogau — leicht verwundet. xyxy=(47,890,356,905)
casualty-entry: Lehmuth, Ernst — Metzels, Meiningen — leicht verwundet. xyxy=(47,1240,419,1255)
casualty-entry: Jensen, Ernst — Flensburg — leicht verwundet. xyxy=(500,388,798,403)
casualty-entry: Siegert, Otto — Dresden — gefallen. xyxy=(500,1133,728,1148)
casualty-entry: Gefr. Albert Knoll — Alt Lauche — leicht verwundet. xyxy=(973,1881,1300,1896)
casualty-entry: Seylings, Gerhard — Hanselaer, Cleve — leicht verwundet. xyxy=(500,1046,869,1061)
casualty-entry: Strathmann, Wilhelm — Hamburg — gefallen. xyxy=(500,1119,787,1134)
casualty-entry: Benzin, Arthur — Berlin — leicht verwundet. xyxy=(500,1672,780,1687)
